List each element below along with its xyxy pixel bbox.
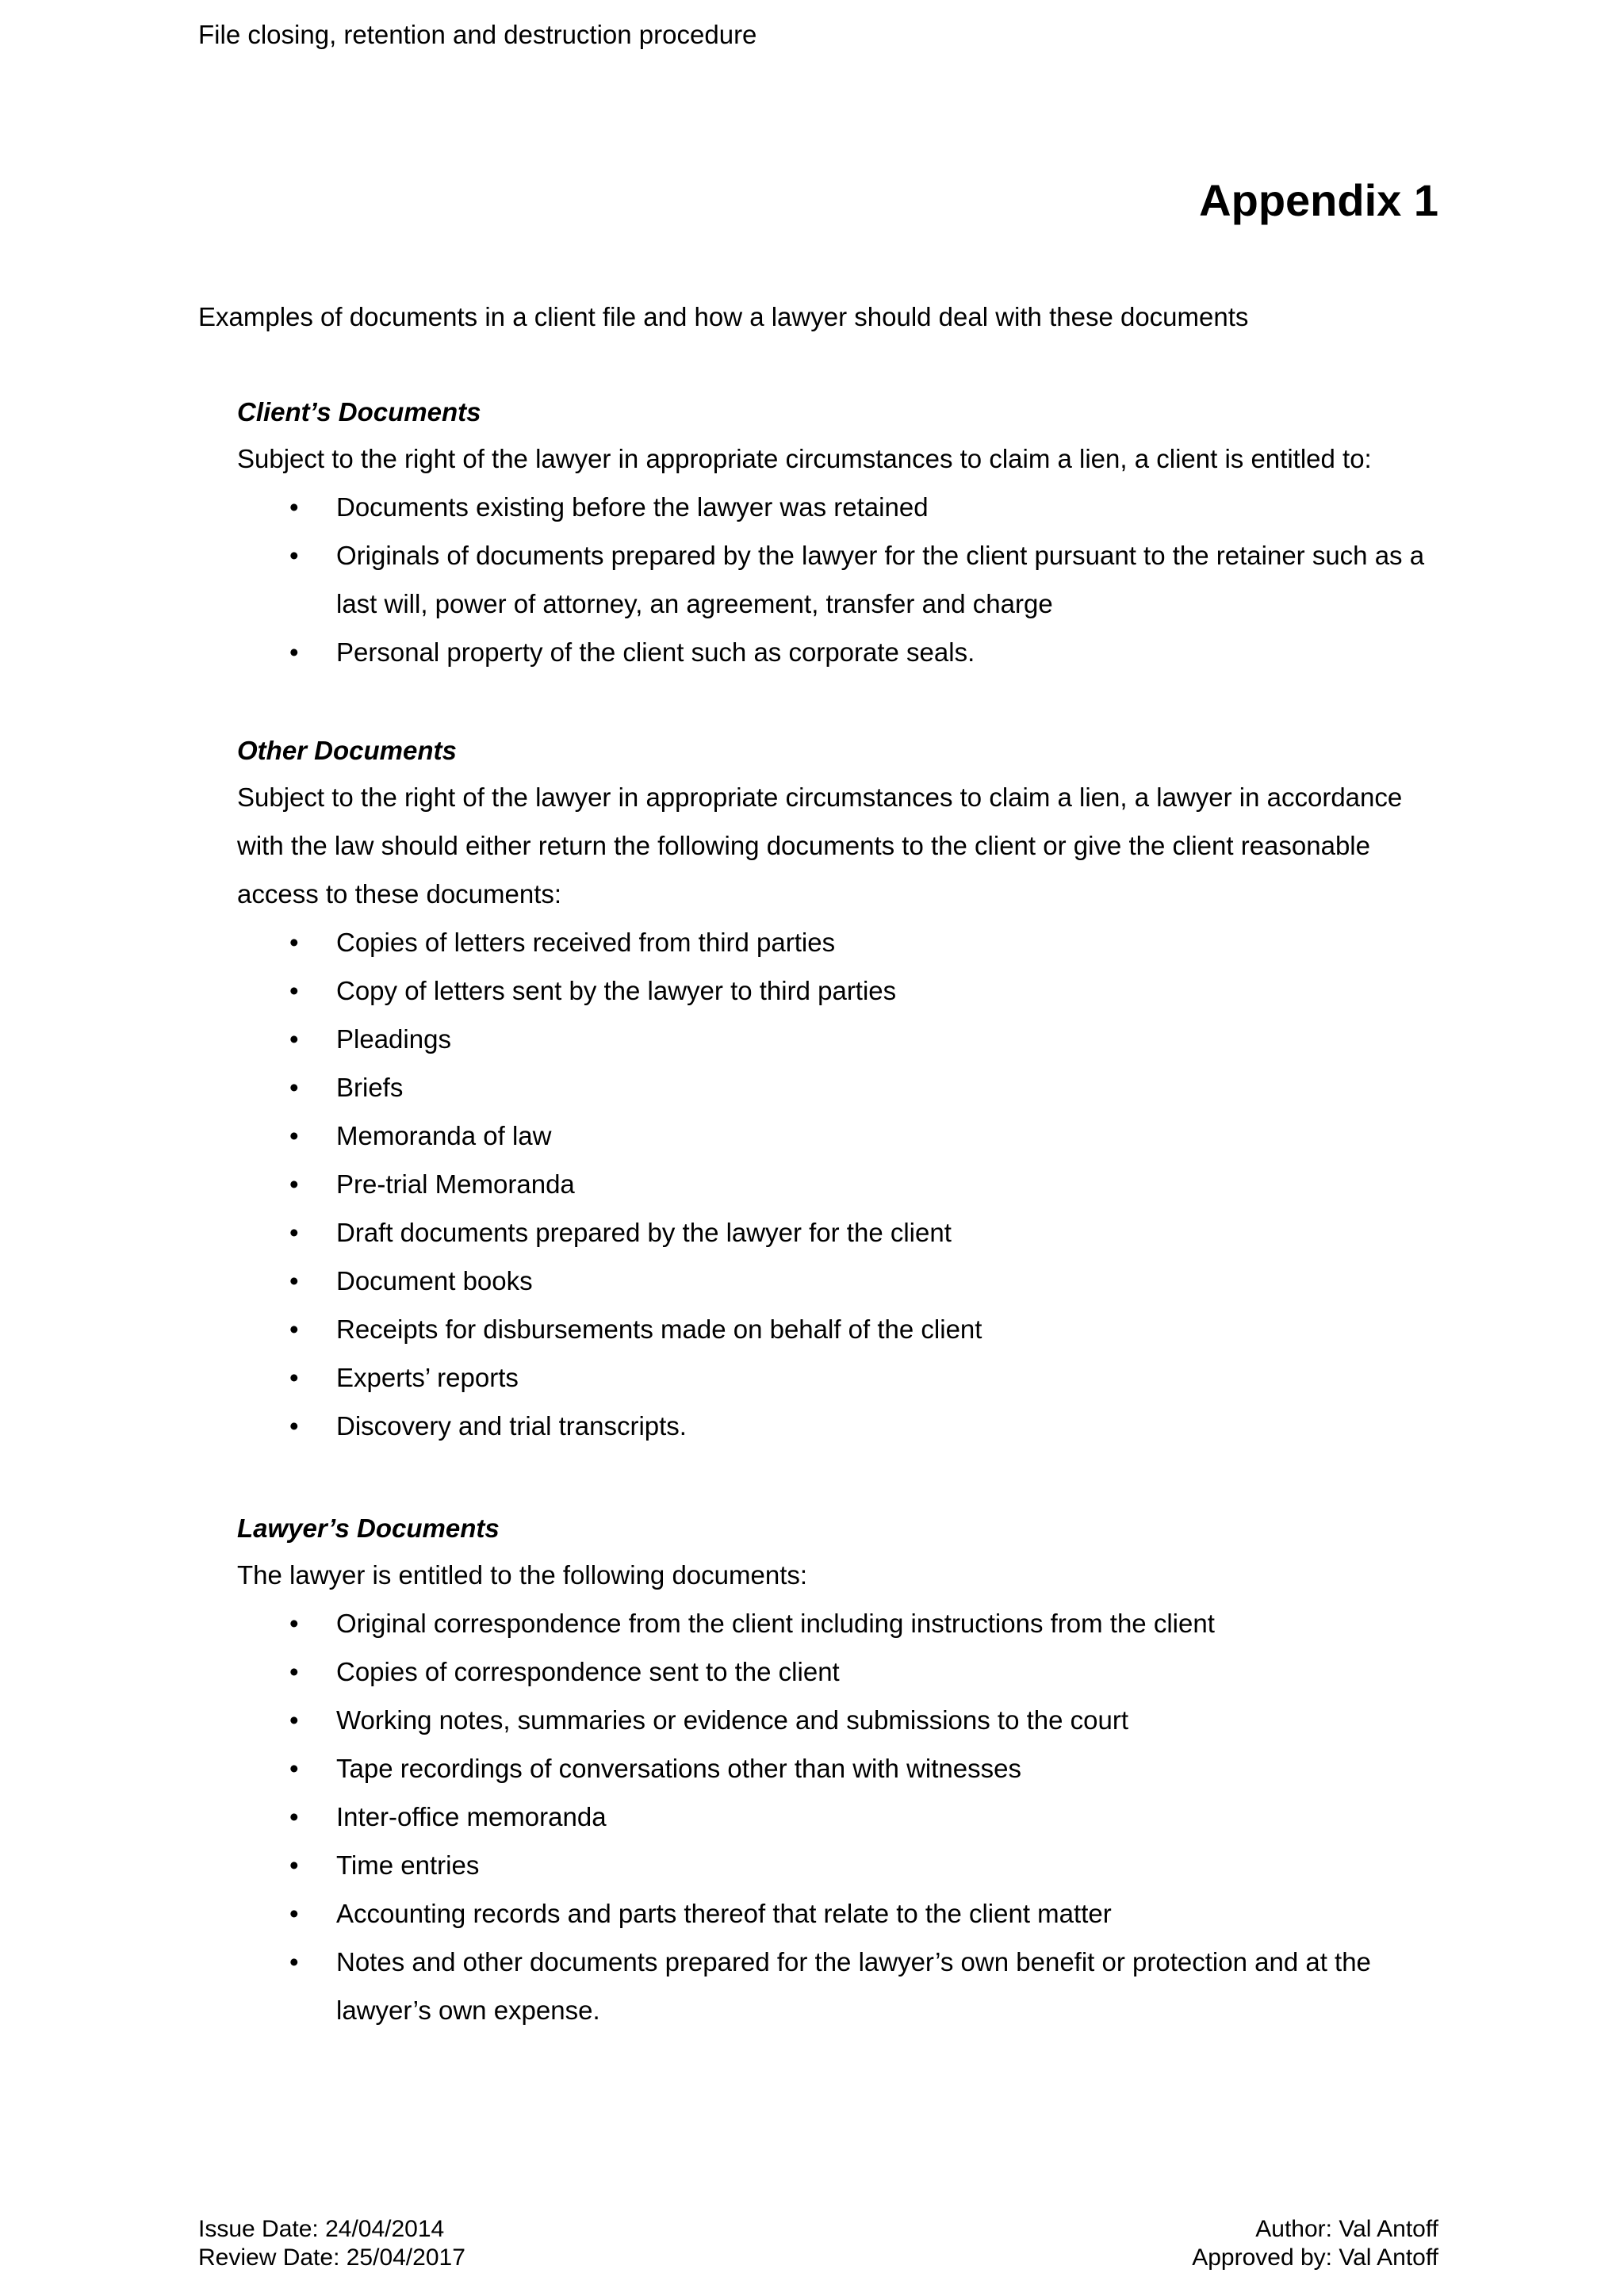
review-date: Review Date: 25/04/2017 xyxy=(198,2244,465,2271)
list-item-text: Working notes, summaries or evidence and submissions to the court xyxy=(336,1705,1129,1735)
bullet-icon: • xyxy=(289,1024,299,1054)
list-item-text: Draft documents prepared by the lawyer for the client xyxy=(336,1218,952,1247)
bullet-icon: • xyxy=(289,1169,299,1199)
bullet-icon: • xyxy=(289,1363,299,1392)
list-item xyxy=(237,1647,1442,1696)
list-item xyxy=(237,1063,1442,1112)
list-item xyxy=(237,1353,1442,1402)
list-item xyxy=(237,1938,1442,2034)
section-heading: Client’s Documents xyxy=(237,397,481,427)
list-item xyxy=(237,918,1442,966)
bullet-icon: • xyxy=(289,1266,299,1295)
bullet-icon: • xyxy=(289,1899,299,1928)
list-item-text: Tape recordings of conversations other than with witnesses xyxy=(336,1754,1021,1783)
list-item-text: Inter-office memoranda xyxy=(336,1802,607,1831)
list-item-text: Briefs xyxy=(336,1073,404,1102)
bullet-icon: • xyxy=(289,1073,299,1102)
section-other-documents xyxy=(237,733,1442,1450)
list-item xyxy=(237,483,1442,531)
section-heading: Lawyer’s Documents xyxy=(237,1513,500,1543)
list-item-text: Experts’ reports xyxy=(336,1363,519,1392)
list-item xyxy=(237,531,1442,628)
list-item-text: Original correspondence from the client including instructions from the client xyxy=(336,1609,1215,1638)
intro-paragraph: Examples of documents in a client file and how a lawyer should deal with these documents xyxy=(198,302,1249,331)
list-item-text: Document books xyxy=(336,1266,533,1295)
list-item-text: Pre-trial Memoranda xyxy=(336,1169,575,1199)
list-item-text: Originals of documents prepared by the lawyer for the client pursuant to the retainer such as a last will, power of attorney, an agreement, transfer and charge xyxy=(336,541,1425,618)
list-item xyxy=(237,1208,1442,1257)
list-item-text: Memoranda of law xyxy=(336,1121,552,1150)
bullet-icon: • xyxy=(289,1411,299,1441)
footer-dates xyxy=(198,2215,465,2272)
section-text: Subject to the right of the lawyer in appropriate circumstances to claim a lien, a lawyer in accordance with the law should either return the following documents to the client or give the client reasonable access to these documents: xyxy=(237,783,1403,909)
list-item-text: Copy of letters sent by the lawyer to third parties xyxy=(336,976,897,1005)
bullet-icon: • xyxy=(289,1314,299,1344)
list-item-text: Time entries xyxy=(336,1850,480,1880)
list-item xyxy=(237,1015,1442,1063)
section-heading: Other Documents xyxy=(237,736,457,765)
footer-authorship xyxy=(1192,2215,1438,2272)
list-item xyxy=(237,1160,1442,1208)
list-item xyxy=(237,966,1442,1015)
bullet-icon: • xyxy=(289,1802,299,1831)
page-title: Appendix 1 xyxy=(1199,175,1438,225)
list-item xyxy=(237,1402,1442,1450)
approved-by: Approved by: Val Antoff xyxy=(1192,2244,1438,2271)
list-item xyxy=(237,1305,1442,1353)
list-item-text: Copies of correspondence sent to the client xyxy=(336,1657,840,1686)
list-item xyxy=(237,1793,1442,1841)
list-item xyxy=(237,628,1442,676)
list-item xyxy=(237,1696,1442,1744)
bullet-list xyxy=(237,1599,1442,2034)
list-item xyxy=(237,1744,1442,1793)
list-item-text: Receipts for disbursements made on behalf of the client xyxy=(336,1314,982,1344)
list-item xyxy=(237,1599,1442,1647)
section-text: Subject to the right of the lawyer in appropriate circumstances to claim a lien, a client is entitled to: xyxy=(237,444,1372,473)
bullet-icon: • xyxy=(289,1218,299,1247)
list-item-text: Accounting records and parts thereof that relate to the client matter xyxy=(336,1899,1112,1928)
list-item-text: Pleadings xyxy=(336,1024,451,1054)
bullet-icon: • xyxy=(289,1850,299,1880)
list-item xyxy=(237,1889,1442,1938)
bullet-icon: • xyxy=(289,1121,299,1150)
bullet-icon: • xyxy=(289,928,299,957)
bullet-icon: • xyxy=(289,1657,299,1686)
bullet-icon: • xyxy=(289,492,299,522)
bullet-icon: • xyxy=(289,541,299,570)
bullet-icon: • xyxy=(289,637,299,667)
section-text: The lawyer is entitled to the following documents: xyxy=(237,1560,808,1590)
list-item-text: Documents existing before the lawyer was retained xyxy=(336,492,929,522)
list-item xyxy=(237,1112,1442,1160)
list-item-text: Personal property of the client such as corporate seals. xyxy=(336,637,975,667)
running-header: File closing, retention and destruction procedure xyxy=(198,20,757,49)
section-lawyers-documents xyxy=(237,1511,1442,2034)
bullet-icon: • xyxy=(289,1754,299,1783)
list-item xyxy=(237,1257,1442,1305)
author: Author: Val Antoff xyxy=(1255,2216,1438,2242)
list-item-text: Copies of letters received from third parties xyxy=(336,928,836,957)
bullet-icon: • xyxy=(289,976,299,1005)
bullet-icon: • xyxy=(289,1609,299,1638)
list-item xyxy=(237,1841,1442,1889)
bullet-list xyxy=(237,483,1442,676)
bullet-list xyxy=(237,918,1442,1450)
bullet-icon: • xyxy=(289,1947,299,1976)
section-clients-documents xyxy=(237,395,1442,676)
list-item-text: Notes and other documents prepared for the lawyer’s own benefit or protection and at the lawyer’s own expense. xyxy=(336,1947,1371,2025)
issue-date: Issue Date: 24/04/2014 xyxy=(198,2216,445,2242)
bullet-icon: • xyxy=(289,1705,299,1735)
list-item-text: Discovery and trial transcripts. xyxy=(336,1411,687,1441)
